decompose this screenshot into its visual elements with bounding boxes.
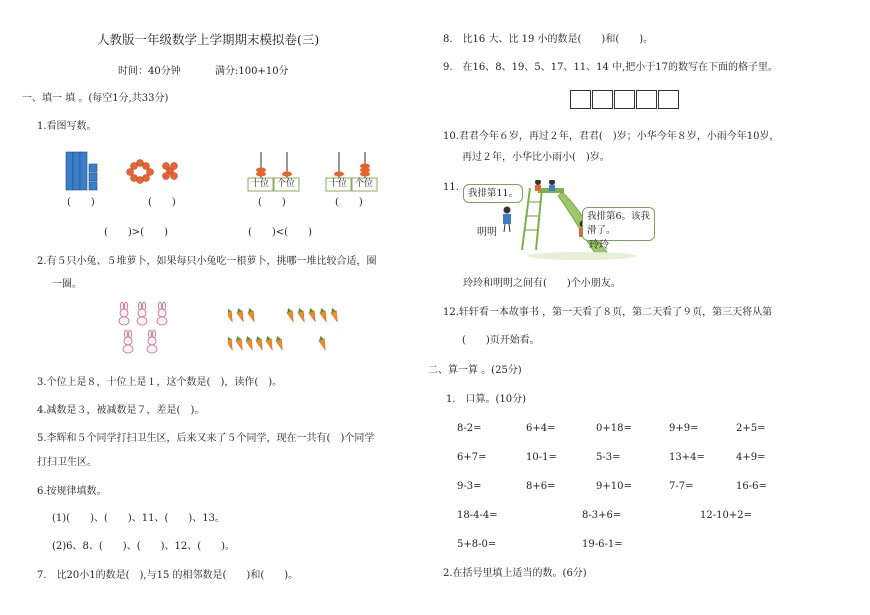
exam-time: 时间：40分钟 xyxy=(118,66,181,77)
calc-item: 6+4= xyxy=(526,423,556,434)
place-label: 个位 xyxy=(355,179,374,189)
q11-question: 玲玲和明明之间有( )个小朋友。 xyxy=(463,278,621,289)
q6-row2: (2)6、8、( )、( )、12、( )。 xyxy=(52,541,236,552)
bubble-line: 滑了。 xyxy=(587,225,616,236)
name-lingling: 玲玲 xyxy=(589,240,609,251)
exam-score: 满分:100+10分 xyxy=(215,66,289,77)
calc-item: 12-10+2= xyxy=(700,510,752,521)
speech-bubble-mingming: 我排第11。 xyxy=(463,184,523,203)
calc-item: 18-4-4= xyxy=(457,510,498,521)
q1-blank-2[interactable]: ( ) xyxy=(148,197,176,208)
q4-text: 4.减数是３，被减数是７，差是( )。 xyxy=(37,405,205,416)
page-title: 人教版一年级数学上学期期末模拟卷(三) xyxy=(97,32,320,47)
q3-text: 3.个位上是８，十位上是１，这个数是( )，读作( )。 xyxy=(37,377,283,388)
answer-grid xyxy=(570,90,682,109)
fill-parentheses-title: 2.在括号里填上适当的数。(6分) xyxy=(443,568,587,579)
q5-line2: 打扫卫生区。 xyxy=(37,457,97,468)
q11-number: 11. xyxy=(443,182,459,193)
calc-item: 5+8-0= xyxy=(457,539,497,550)
q1-compare-left[interactable]: ( )>( ) xyxy=(104,227,168,238)
q1-blank-1[interactable]: ( ) xyxy=(67,197,95,208)
place-label: 十位 xyxy=(251,179,270,189)
q10-line1: 10.君君今年６岁，再过２年，君君( )岁；小华今年８岁，小雨今年10岁， xyxy=(443,131,780,142)
q10-line2: 再过２年，小华比小雨小( )岁。 xyxy=(462,152,610,163)
speech-bubble-lingling xyxy=(582,207,655,241)
section2-heading: 二、算一算 。(25分) xyxy=(428,365,522,376)
q8-text: 8. 比16 大、比 19 小的数是( )和( )。 xyxy=(443,34,654,45)
calc-item: 9+10= xyxy=(596,481,632,492)
calc-item: 19-6-1= xyxy=(582,539,623,550)
q1-compare-right[interactable]: ( )<( ) xyxy=(248,227,312,238)
beads-image xyxy=(126,158,184,184)
q6-text: 6.按规律填数。 xyxy=(37,486,107,497)
calc-item: 9-3= xyxy=(457,481,482,492)
calc-item: 7-7= xyxy=(669,481,694,492)
q1-text: 1.看图写数。 xyxy=(37,121,97,132)
q2-line2: 一圈。 xyxy=(52,279,82,290)
grid-cell[interactable] xyxy=(636,90,657,109)
calc-item: 9+9= xyxy=(669,423,699,434)
q5-line1: 5.李辉和５个同学打扫卫生区，后来又来了５个同学，现在一共有( )个同学 xyxy=(37,433,375,444)
calc-item: 8-3+6= xyxy=(582,510,622,521)
grid-cell[interactable] xyxy=(570,90,591,109)
grid-cell[interactable] xyxy=(658,90,679,109)
calc-item: 6+7= xyxy=(457,452,487,463)
name-mingming: 明明 xyxy=(477,227,497,238)
calc-item: 10-1= xyxy=(526,452,557,463)
calc-item: 8+6= xyxy=(526,481,556,492)
oral-calc-title: 1. 口算。(10分) xyxy=(446,394,527,405)
q1-blank-3[interactable]: ( ) xyxy=(258,197,286,208)
q12-line2: ( )页开始看。 xyxy=(462,335,540,346)
q12-line1: 12.轩轩看一本故事书 ，第一天看了８页，第二天看了９页，第三天将从第 xyxy=(443,307,773,318)
section1-heading: 一、填一 填 。(每空1分,共33分) xyxy=(22,93,169,104)
tens-cubes-image xyxy=(62,150,102,192)
place-label: 十位 xyxy=(329,179,348,189)
carrots-image xyxy=(228,305,348,357)
q9-text: 9. 在16、8、19、5、17、11、14 中,把小于17的数写在下面的格子里。 xyxy=(443,62,778,73)
calc-item: 0+18= xyxy=(596,423,632,434)
calc-item: 5-3= xyxy=(596,452,621,463)
calc-item: 16-6= xyxy=(736,481,767,492)
grid-cell[interactable] xyxy=(614,90,635,109)
q1-blank-4[interactable]: ( ) xyxy=(335,197,363,208)
q2-line1: 2.有５只小兔、５堆萝卜，如果每只小兔吃一根萝卜，挑哪一堆比较合适，圈 xyxy=(37,256,377,267)
calc-item: 4+9= xyxy=(736,452,766,463)
calc-item: 2+5= xyxy=(736,423,766,434)
bubble-line: 我排第6。该我 xyxy=(587,211,651,222)
q7-text: 7. 比20小1的数是( ),与15 的相邻数是( )和( )。 xyxy=(37,570,299,581)
calc-item: 13+4= xyxy=(669,452,705,463)
grid-cell[interactable] xyxy=(592,90,613,109)
place-label: 个位 xyxy=(277,179,296,189)
q6-row1: (1)( )、( )、11、( )、13。 xyxy=(52,513,226,524)
calc-item: 8-2= xyxy=(457,423,482,434)
rabbits-image xyxy=(112,300,174,360)
